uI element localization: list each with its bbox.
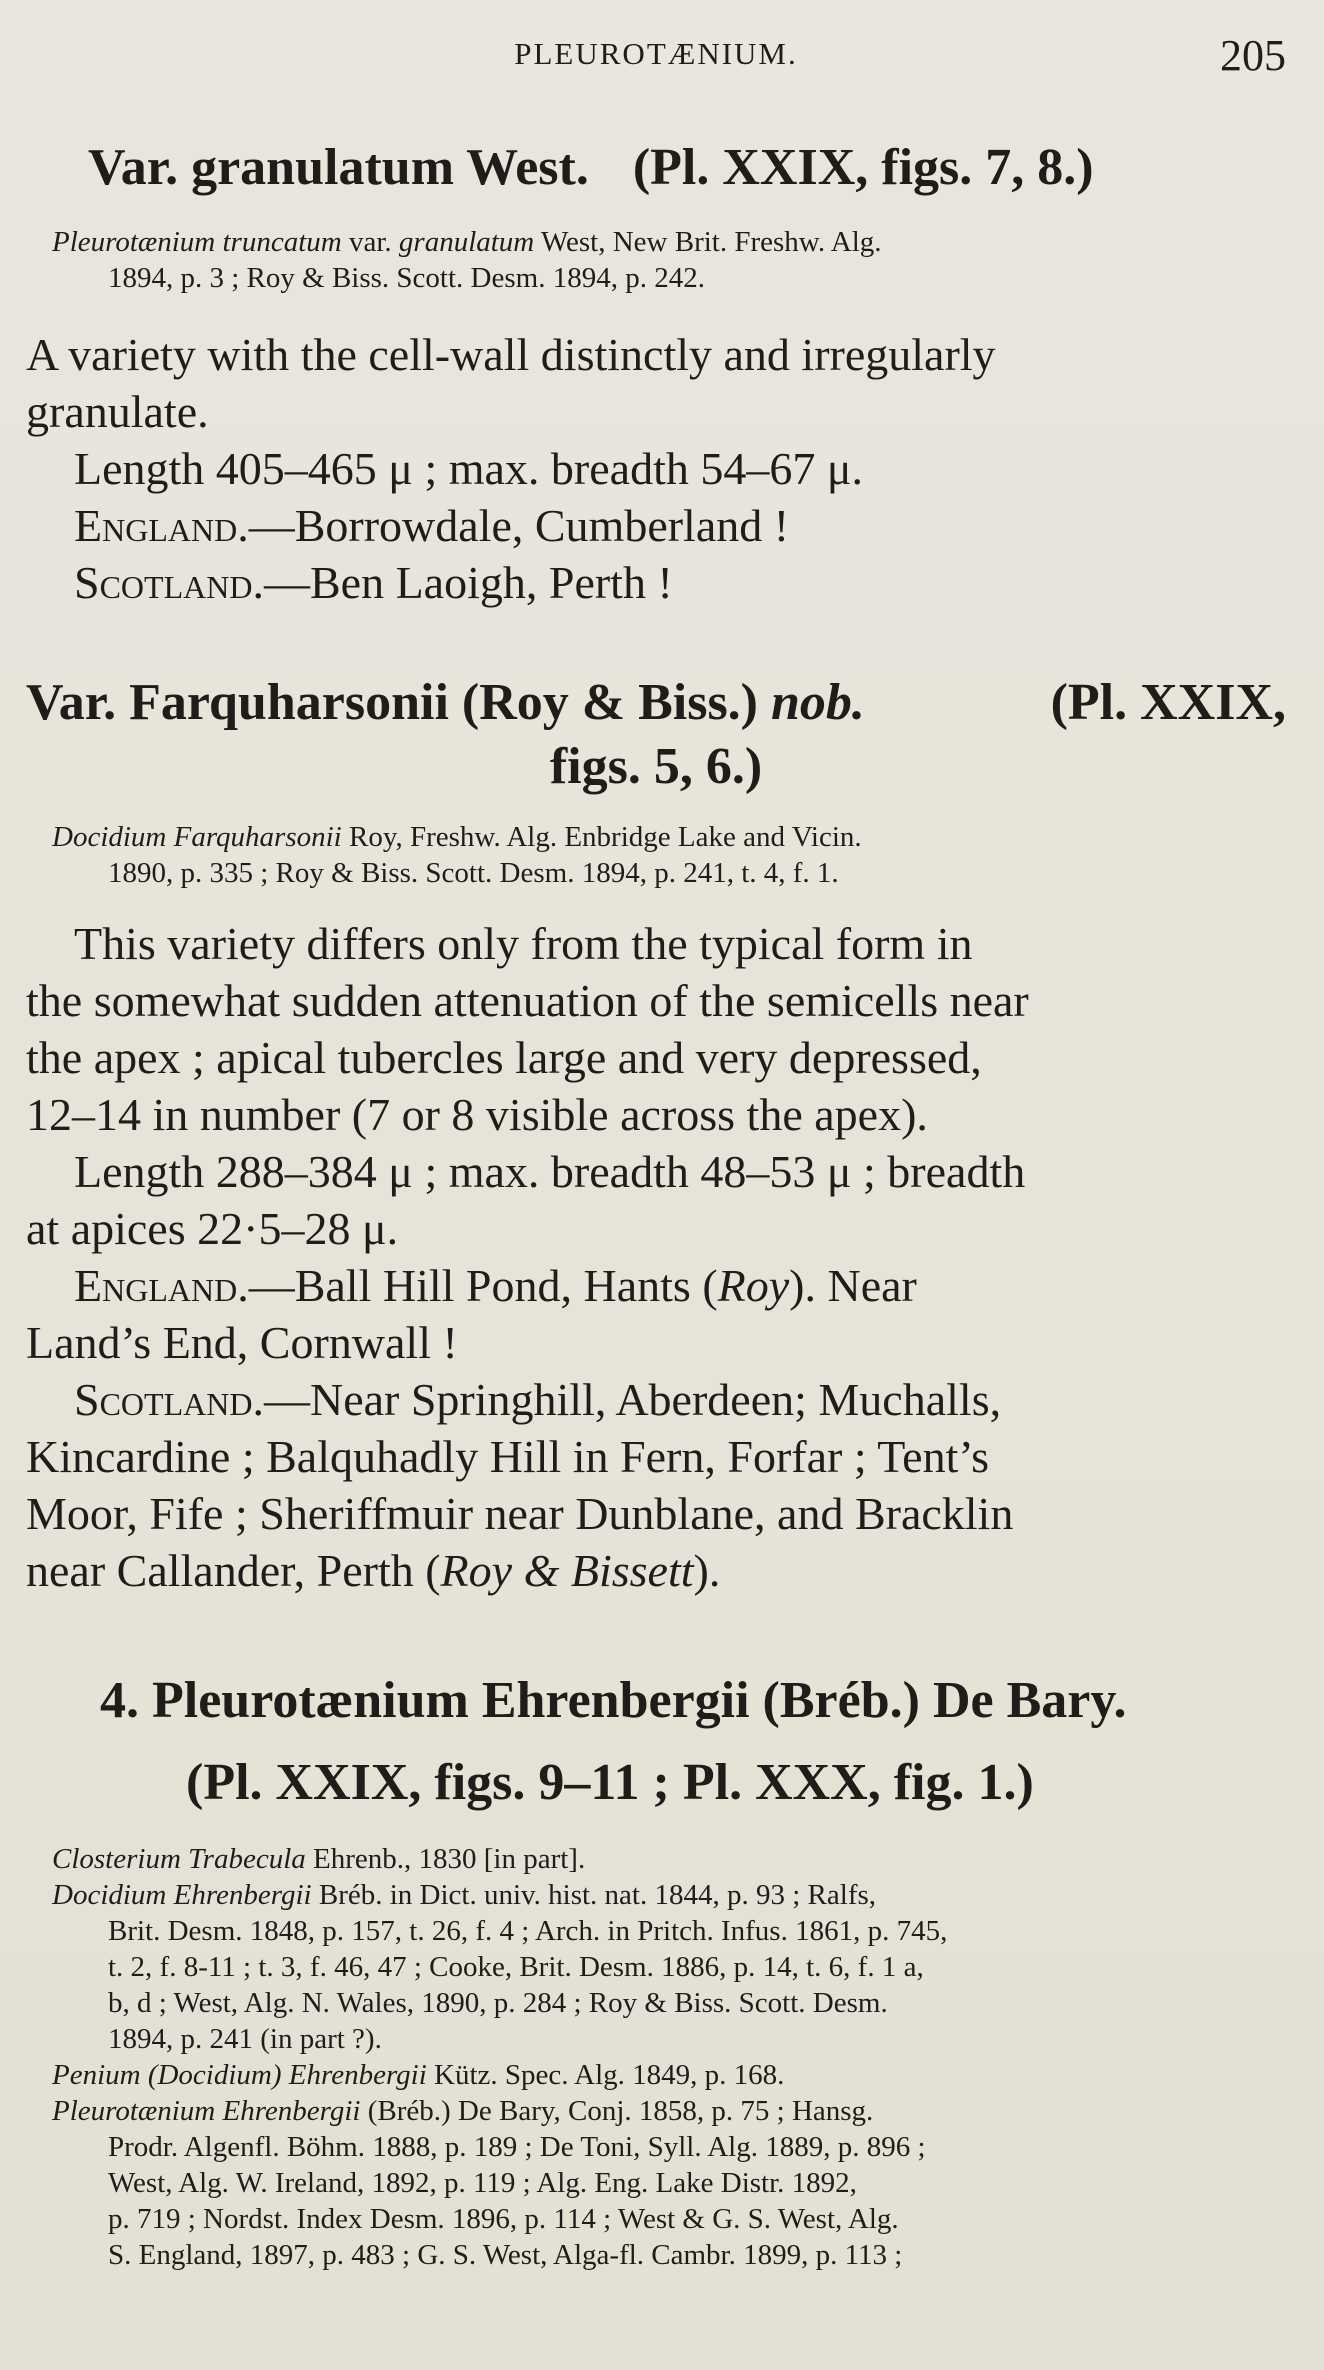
plate-reference: (Pl. XXIX, figs. 9–11 ; Pl. XXX, fig. 1.) bbox=[186, 1754, 1034, 1811]
measurements: Length 288–384 μ ; max. breadth 48–53 μ ; breadth bbox=[74, 1146, 1026, 1197]
plate-reference: (Pl. XXIX, bbox=[1050, 674, 1286, 731]
synonymy-line: West, Alg. W. Ireland, 1892, p. 119 ; Alg. Eng. Lake Distr. 1892, bbox=[108, 2167, 857, 2199]
description: A variety with the cell-wall distinctly and irregularly granulate. Length 405–465 μ ; max. breadth 54–67 μ. England.—Borrowdale, Cumberland ! Scotland.—Ben Laoigh, Perth ! bbox=[26, 326, 1286, 611]
locality-england: England.—Ball Hill Pond, Hants (Roy). Near bbox=[74, 1260, 917, 1311]
locality-scotland: Scotland.—Ben Laoigh, Perth ! bbox=[74, 557, 673, 608]
locality-england: England.—Borrowdale, Cumberland ! bbox=[74, 500, 790, 551]
entry-heading: Var. Farquharsonii (Roy & Biss.) nob. (Pl. XXIX, figs. 5, 6.) bbox=[26, 671, 1286, 799]
synonymy-line: Penium (Docidium) Ehrenbergii Kütz. Spec. Alg. 1849, p. 168. bbox=[52, 2059, 785, 2091]
synonymy-line: Pleurotænium Ehrenbergii (Bréb.) De Bary, Conj. 1858, p. 75 ; Hansg. bbox=[52, 2095, 874, 2127]
synonymy-line: S. England, 1897, p. 483 ; G. S. West, Alga-fl. Cambr. 1899, p. 113 ; bbox=[108, 2239, 903, 2271]
plate-reference: (Pl. XXIX, figs. 7, 8.) bbox=[632, 139, 1094, 196]
synonymy-line: Brit. Desm. 1848, p. 157, t. 26, f. 4 ; Arch. in Pritch. Infus. 1861, p. 745, bbox=[108, 1915, 948, 1947]
page-number: 205 bbox=[1220, 31, 1286, 80]
running-title: PLEUROTÆNIUM. bbox=[514, 36, 798, 71]
synonymy: Docidium Farquharsonii Roy, Freshw. Alg. Enbridge Lake and Vicin. 1890, p. 335 ; Roy & Biss. Scott. Desm. 1894, p. 241, t. 4, f. 1. bbox=[52, 821, 862, 889]
species-number: 4. bbox=[100, 1672, 152, 1729]
running-header bbox=[26, 18, 1286, 84]
species-name: Pleurotænium Ehrenbergii bbox=[152, 1672, 750, 1729]
description: This variety differs only from the typical form in the somewhat sudden attenuation of the semicells near the apex ; apical tubercles large and very depressed, 12–14 in number (7 or 8 visible across the apex). Length 288–384 μ ; max. breadth 48–53 μ ; breadth at apices 22·5–28 μ. England.—Ball Hill Pond, Hants (Roy). Near Land’s End, Cornwall ! Scotland.—Near Springhill, Aberdeen; Muchalls, Kincardine ; Balquhadly Hill in Fern, Forfar ; Tent’s Moor, Fife ; Sheriffmuir near Dunblane, and Bracklin near Callander, Perth (Roy & Bissett). bbox=[26, 915, 1286, 1599]
locality-scotland: Scotland.—Near Springhill, Aberdeen; Muchalls, bbox=[74, 1374, 1002, 1425]
entry-species-4 bbox=[26, 1669, 1286, 2273]
measurements: Length 405–465 μ ; max. breadth 54–67 μ. bbox=[74, 443, 864, 494]
synonymy: Pleurotænium truncatum var. granulatum West, New Brit. Freshw. Alg. 1894, p. 3 ; Roy & Biss. Scott. Desm. 1894, p. 242. bbox=[52, 226, 882, 294]
synonymy-line: Closterium Trabecula Ehrenb., 1830 [in part]. bbox=[52, 1843, 586, 1875]
entry-var-farquharsonii bbox=[26, 671, 1286, 1599]
variety-name: Farquharsonii bbox=[129, 674, 449, 731]
synonymy-line: 1894, p. 241 (in part ?). bbox=[108, 2023, 382, 2055]
entry-heading: Var. granulatum West. (Pl. XXIX, figs. 7, 8.) bbox=[88, 139, 1094, 196]
species-heading: 4. Pleurotænium Ehrenbergii (Bréb.) De Bary. bbox=[100, 1672, 1127, 1729]
synonymy-line: Docidium Ehrenbergii Bréb. in Dict. univ. hist. nat. 1844, p. 93 ; Ralfs, bbox=[52, 1879, 877, 1911]
synonymy bbox=[26, 1841, 1286, 2273]
synonymy-line: b, d ; West, Alg. N. Wales, 1890, p. 284 ; Roy & Biss. Scott. Desm. bbox=[108, 1987, 888, 2019]
synonymy-line: Prodr. Algenfl. Böhm. 1888, p. 189 ; De Toni, Syll. Alg. 1889, p. 896 ; bbox=[108, 2131, 926, 2163]
synonymy-line: t. 2, f. 8-11 ; t. 3, f. 46, 47 ; Cooke, Brit. Desm. 1886, p. 14, t. 6, f. 1 a, bbox=[108, 1951, 924, 1983]
entry-var-granulatum bbox=[26, 136, 1286, 611]
variety-name: granulatum bbox=[191, 139, 455, 196]
synonymy-line: p. 719 ; Nordst. Index Desm. 1896, p. 114 ; West & G. S. West, Alg. bbox=[108, 2203, 899, 2235]
